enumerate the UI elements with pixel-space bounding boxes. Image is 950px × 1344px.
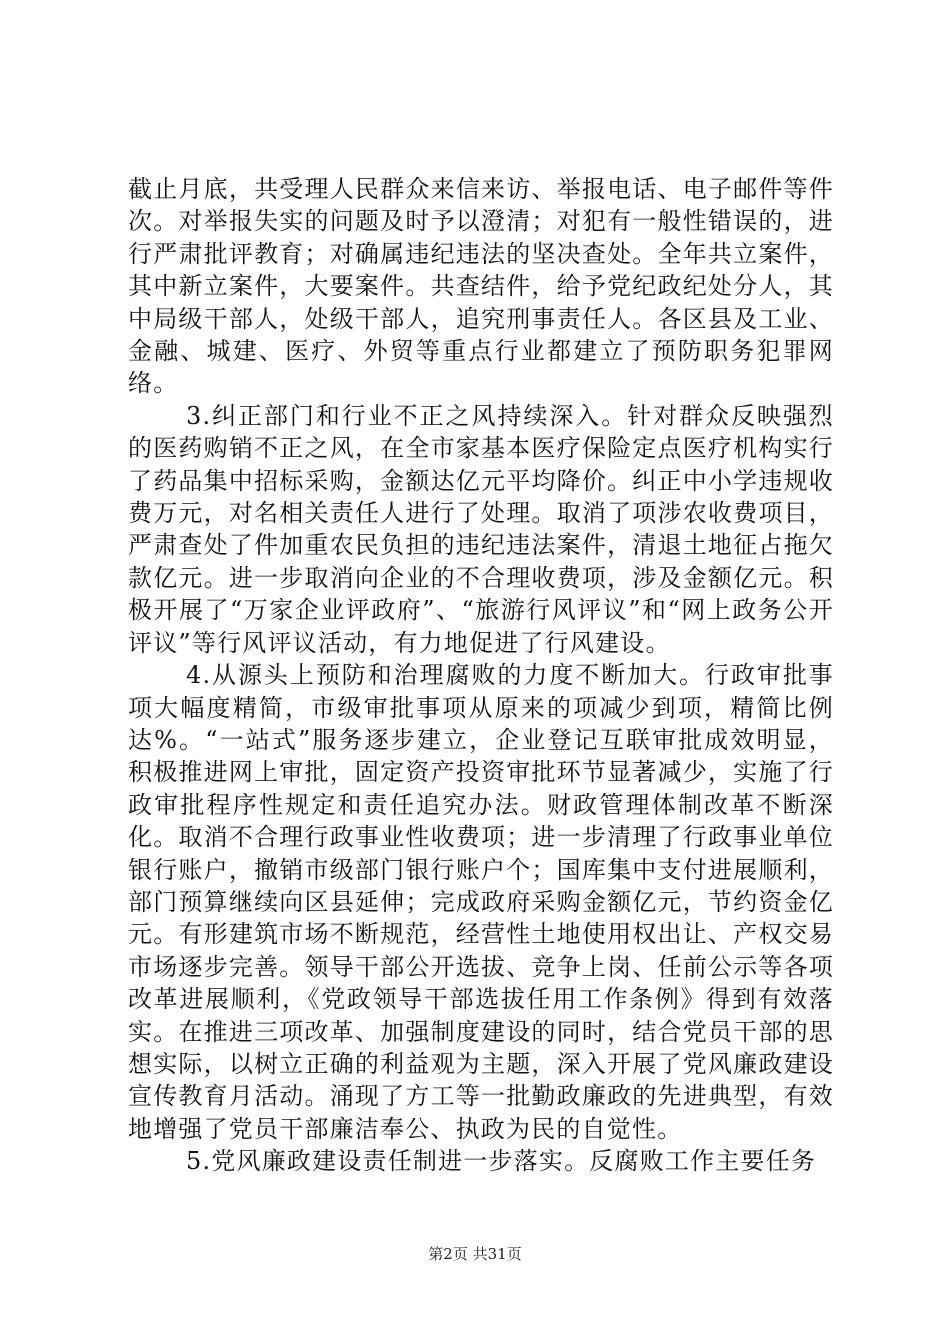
paragraph-case-statistics: 截止月底，共受理人民群众来信来访、举报电话、电子邮件等件次。对举报失实的问题及时予以澄清；对犯有一般性错误的，进行严肃批评教育；对确属违纪违法的坚决查处。全年共立案件，其中新立案件，大要案件。共查结件，给予党纪政纪处分人，其中局级干部人，处级干部人，追究刑事责任人。各区县及工业、金融、城建、医疗、外贸等重点行业都建立了预防职务犯罪网络。	[128, 175, 834, 398]
paragraph-item-5: 5.党风廉政建设责任制进一步落实。反腐败工作主要任务	[186, 1147, 817, 1176]
paragraph-item-4: 4.从源头上预防和治理腐败的力度不断加大。行政审批事项大幅度精简，市级审批事项从原来的项减少到项，精简比例达%。“一站式”服务逐步建立，企业登记互联审批成效明显，积极推进网上审批，固定资产投资审批环节显著减少，实施了行政审批程序性规定和责任追究办法。财政管理体制改革不断深化。取消不合理行政事业性收费项；进一步清理了行政事业单位银行账户，撤销市级部门银行账户个；国库集中支付进展顺利，部门预算继续向区县延伸；完成政府采购金额亿元，节约资金亿元。有形建筑市场不断规范，经营性土地使用权出让、产权交易市场逐步完善。领导干部公开选拔、竞争上岗、任前公示等各项改革进展顺利，《党政领导干部选拔任用工作条例》得到有效落实。在推进三项改革、加强制度建设的同时，结合党员干部的思想实际，以树立正确的利益观为主题，深入开展了党风廉政建设宣传教育月活动。涌现了方工等一批勤政廉政的先进典型，有效地增强了党员干部廉洁奉公、执政为民的自觉性。	[128, 661, 834, 1143]
page-number-footer: 第2页 共31页	[428, 1245, 522, 1263]
paragraph-item-3: 3.纠正部门和行业不正之风持续深入。针对群众反映强烈的医药购销不正之风，在全市家基本医疗保险定点医疗机构实行了药品集中招标采购，金额达亿元平均降价。纠正中小学违规收费万元，对名相关责任人进行了处理。取消了项涉农收费项目，严肃查处了件加重农民负担的违纪违法案件，清退土地征占拖欠款亿元。进一步取消向企业的不合理收费项，涉及金额亿元。积极开展了“万家企业评政府”、“旅游行风评议”和“网上政务公开评议”等行风评议活动，有力地促进了行风建设。	[128, 401, 834, 657]
document-body	[128, 173, 834, 1178]
